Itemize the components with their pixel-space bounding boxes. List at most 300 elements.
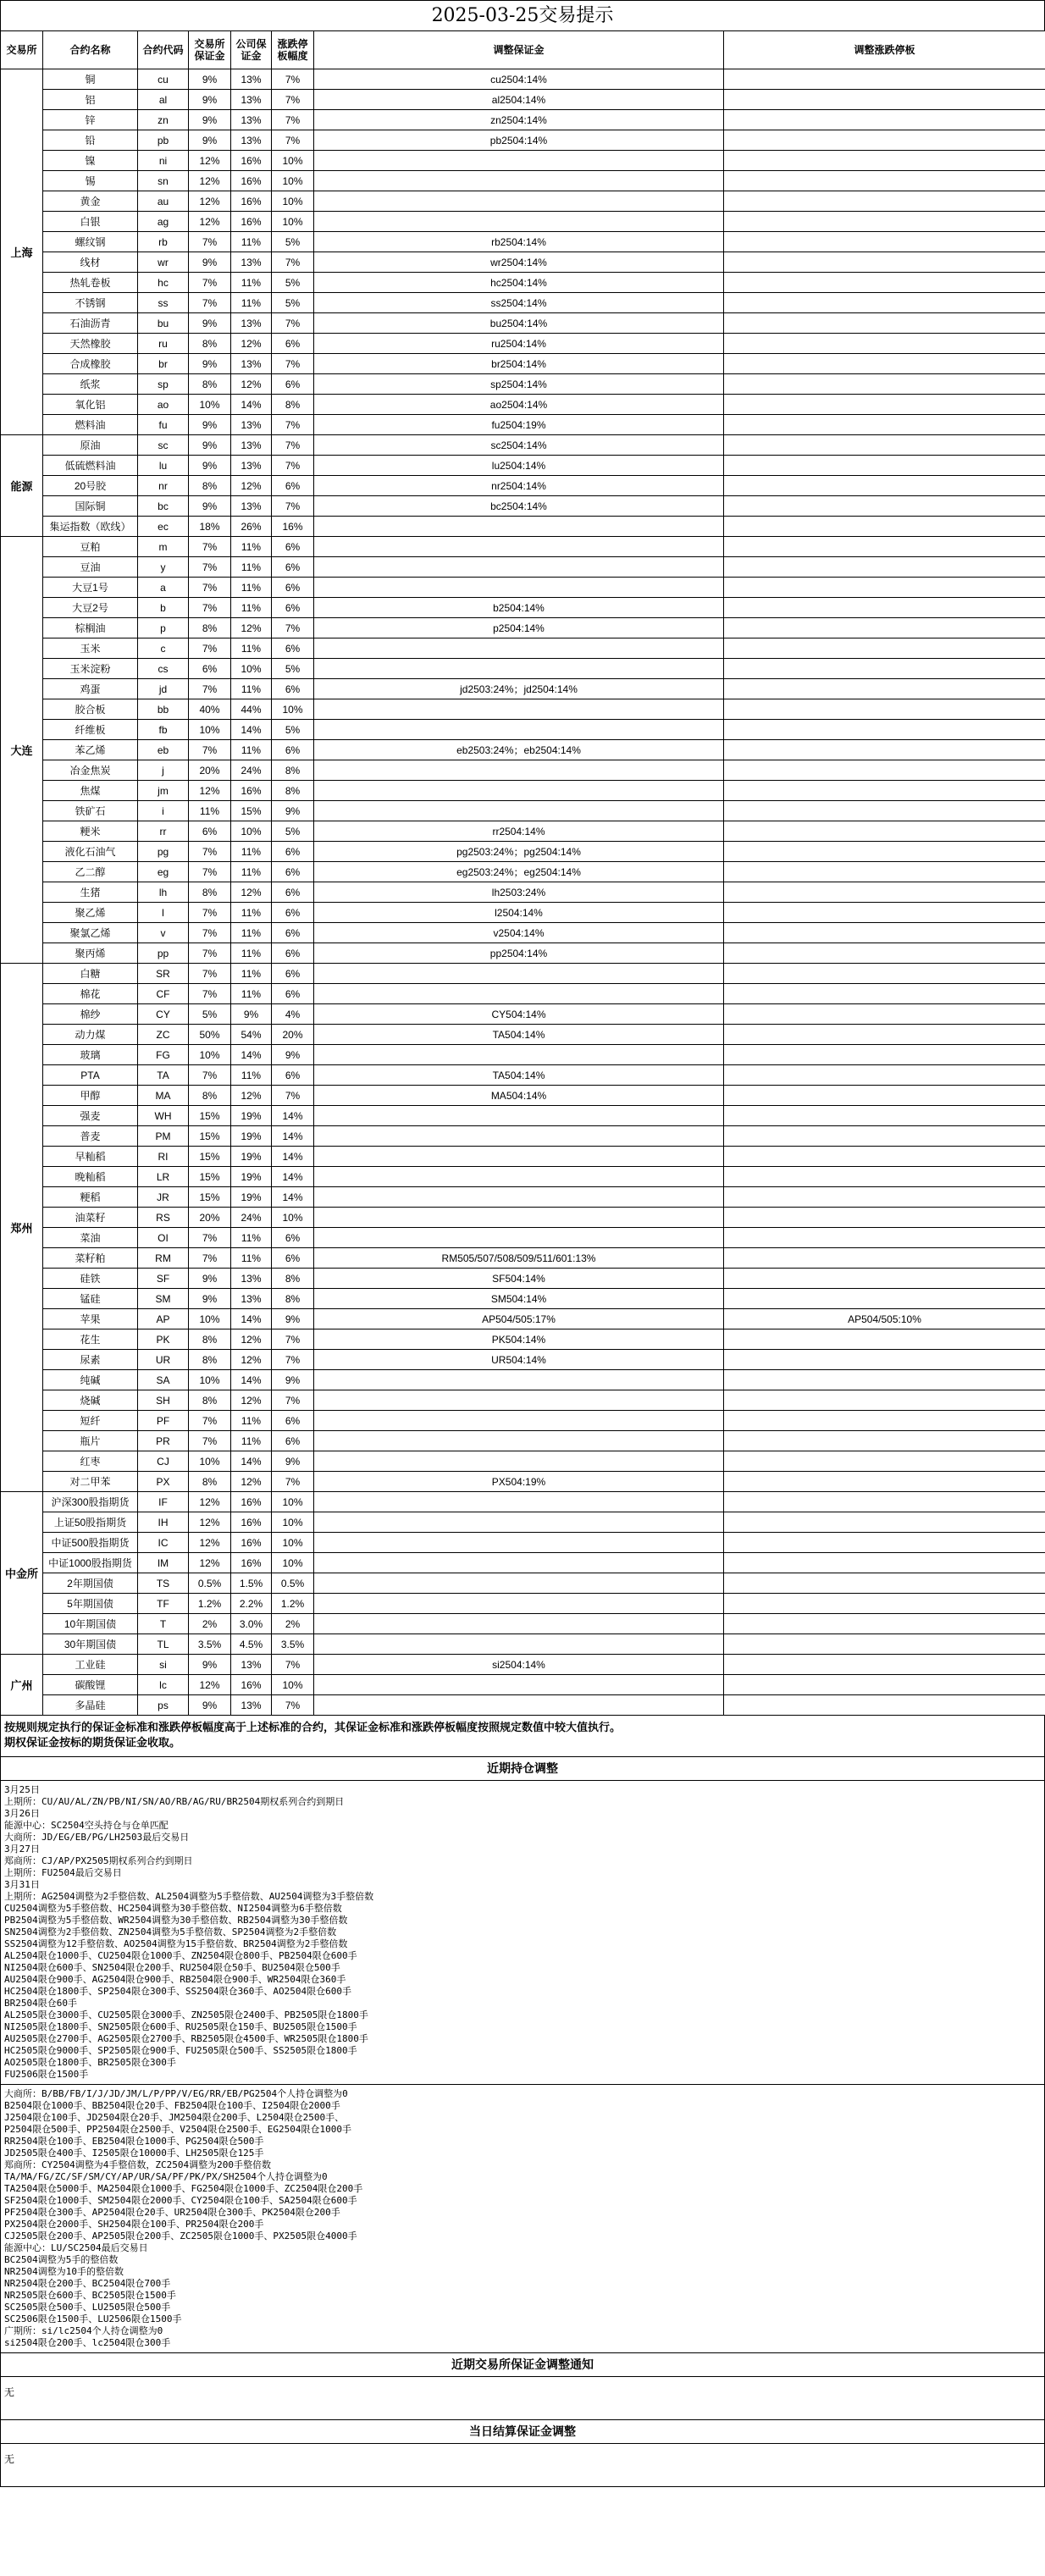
- position-line: NR2505限仓600手、BC2505限仓1500手: [4, 2290, 176, 2301]
- table-row: [1, 435, 1045, 456]
- contract-code-cell: rb: [138, 232, 189, 252]
- contract-name-cell: 锌: [43, 110, 138, 130]
- company-margin-cell: 54%: [231, 1025, 272, 1045]
- exchange-margin-cell: 9%: [189, 456, 231, 476]
- contract-name-cell: 燃料油: [43, 415, 138, 435]
- price-limit-cell: 6%: [272, 334, 314, 354]
- adjusted-limit-cell: [724, 1431, 1045, 1451]
- price-limit-cell: 7%: [272, 1472, 314, 1492]
- exchange-margin-cell: 9%: [189, 435, 231, 456]
- exchange-margin-cell: 12%: [189, 1512, 231, 1533]
- position-line: TA/MA/FG/ZC/SF/SM/CY/AP/UR/SA/PF/PK/PX/SH2504个人持仓调整为0: [4, 2171, 328, 2182]
- exchange-margin-cell: 5%: [189, 1004, 231, 1025]
- exchange-cell: 郑州: [1, 964, 43, 1492]
- company-margin-cell: 13%: [231, 1269, 272, 1289]
- table-row: [1, 578, 1045, 598]
- contract-name-cell: 花生: [43, 1329, 138, 1350]
- contract-code-cell: SA: [138, 1370, 189, 1390]
- contract-name-cell: 棉花: [43, 984, 138, 1004]
- adjusted-margin-cell: CY504:14%: [314, 1004, 724, 1025]
- contract-code-cell: TA: [138, 1065, 189, 1086]
- contract-name-cell: 胶合板: [43, 699, 138, 720]
- price-limit-cell: 5%: [272, 821, 314, 842]
- price-limit-cell: 5%: [272, 293, 314, 313]
- exchange-margin-cell: 8%: [189, 476, 231, 496]
- company-margin-cell: 11%: [231, 842, 272, 862]
- adjusted-limit-cell: [724, 476, 1045, 496]
- position-line: NR2504限仓200手、BC2504限仓700手: [4, 2278, 171, 2289]
- contract-name-cell: 大豆1号: [43, 578, 138, 598]
- adjusted-margin-cell: [314, 1512, 724, 1533]
- exchange-margin-cell: 15%: [189, 1187, 231, 1208]
- price-limit-cell: 7%: [272, 1655, 314, 1675]
- contract-name-cell: 红枣: [43, 1451, 138, 1472]
- price-limit-cell: 6%: [272, 923, 314, 943]
- exchange-margin-cell: 8%: [189, 1390, 231, 1411]
- adjusted-limit-cell: AP504/505:10%: [724, 1309, 1045, 1329]
- exchange-margin-cell: 9%: [189, 110, 231, 130]
- table-row: [1, 598, 1045, 618]
- adjusted-margin-cell: eb2503:24%；eb2504:14%: [314, 740, 724, 760]
- position-line: PF2504限仓300手、AP2504限仓20手、UR2504限仓300手、PK2504限仓200手: [4, 2207, 340, 2218]
- table-body: [1, 69, 1045, 1716]
- adjusted-limit-cell: [724, 1045, 1045, 1065]
- price-limit-cell: 8%: [272, 760, 314, 781]
- contract-name-cell: 烧碱: [43, 1390, 138, 1411]
- contract-code-cell: br: [138, 354, 189, 374]
- contract-code-cell: TF: [138, 1594, 189, 1614]
- contract-name-cell: 石油沥青: [43, 313, 138, 334]
- contract-code-cell: eg: [138, 862, 189, 882]
- position-block-1: [4, 1784, 1041, 2081]
- adjusted-limit-cell: [724, 740, 1045, 760]
- adjusted-limit-cell: [724, 374, 1045, 395]
- table-row: [1, 151, 1045, 171]
- position-line: PX2504限仓2000手、SH2504限仓100手、PR2504限仓200手: [4, 2219, 264, 2230]
- price-limit-cell: 20%: [272, 1025, 314, 1045]
- adjusted-margin-cell: MA504:14%: [314, 1086, 724, 1106]
- exchange-margin-cell: 7%: [189, 537, 231, 557]
- company-margin-cell: 11%: [231, 638, 272, 659]
- price-limit-cell: 6%: [272, 537, 314, 557]
- price-limit-cell: 9%: [272, 1451, 314, 1472]
- adjusted-margin-cell: [314, 1431, 724, 1451]
- contract-name-cell: 菜油: [43, 1228, 138, 1248]
- table-row: [1, 110, 1045, 130]
- adjusted-margin-cell: nr2504:14%: [314, 476, 724, 496]
- price-limit-cell: 7%: [272, 252, 314, 273]
- company-margin-cell: 13%: [231, 1289, 272, 1309]
- adjusted-margin-cell: [314, 781, 724, 801]
- exchange-margin-cell: 40%: [189, 699, 231, 720]
- exchange-margin-cell: 9%: [189, 90, 231, 110]
- exchange-margin-cell: 10%: [189, 720, 231, 740]
- adjusted-limit-cell: [724, 882, 1045, 903]
- price-limit-cell: 6%: [272, 638, 314, 659]
- position-line: SC2505限仓500手、LU2505限仓500手: [4, 2302, 171, 2313]
- adjusted-limit-cell: [724, 1553, 1045, 1573]
- adjusted-margin-cell: l2504:14%: [314, 903, 724, 923]
- adjusted-margin-cell: [314, 1634, 724, 1655]
- price-limit-cell: 10%: [272, 151, 314, 171]
- price-limit-cell: 8%: [272, 781, 314, 801]
- contract-name-cell: 锡: [43, 171, 138, 191]
- exchange-margin-cell: 12%: [189, 1533, 231, 1553]
- company-margin-cell: 11%: [231, 1228, 272, 1248]
- adjusted-margin-cell: [314, 1675, 724, 1695]
- adjusted-limit-cell: [724, 151, 1045, 171]
- contract-code-cell: bu: [138, 313, 189, 334]
- header-contract-code: 合约代码: [138, 31, 189, 69]
- company-margin-cell: 16%: [231, 1492, 272, 1512]
- table-row: [1, 862, 1045, 882]
- table-row: [1, 557, 1045, 578]
- exchange-margin-cell: 12%: [189, 1675, 231, 1695]
- price-limit-cell: 7%: [272, 313, 314, 334]
- exchange-margin-cell: 9%: [189, 415, 231, 435]
- company-margin-cell: 19%: [231, 1126, 272, 1147]
- table-row: [1, 923, 1045, 943]
- adjusted-margin-cell: fu2504:19%: [314, 415, 724, 435]
- contract-name-cell: 白糖: [43, 964, 138, 984]
- exchange-margin-cell: 7%: [189, 1431, 231, 1451]
- recent-position-body-2: [0, 2085, 1045, 2353]
- price-limit-cell: 8%: [272, 395, 314, 415]
- company-margin-cell: 12%: [231, 1329, 272, 1350]
- exchange-margin-cell: 7%: [189, 923, 231, 943]
- table-row: [1, 1086, 1045, 1106]
- adjusted-limit-cell: [724, 598, 1045, 618]
- company-margin-cell: 11%: [231, 578, 272, 598]
- table-row: [1, 1431, 1045, 1451]
- exchange-margin-cell: 3.5%: [189, 1634, 231, 1655]
- price-limit-cell: 6%: [272, 903, 314, 923]
- table-row: [1, 1350, 1045, 1370]
- contract-code-cell: SM: [138, 1289, 189, 1309]
- adjusted-limit-cell: [724, 1147, 1045, 1167]
- price-limit-cell: 8%: [272, 1269, 314, 1289]
- table-row: [1, 1228, 1045, 1248]
- adjusted-limit-cell: [724, 781, 1045, 801]
- exchange-margin-cell: 12%: [189, 171, 231, 191]
- exchange-margin-cell: 8%: [189, 334, 231, 354]
- adjusted-margin-cell: ss2504:14%: [314, 293, 724, 313]
- contract-name-cell: 液化石油气: [43, 842, 138, 862]
- company-margin-cell: 11%: [231, 557, 272, 578]
- company-margin-cell: 13%: [231, 252, 272, 273]
- exchange-margin-cell: 20%: [189, 760, 231, 781]
- company-margin-cell: 13%: [231, 130, 272, 151]
- contract-name-cell: 玉米淀粉: [43, 659, 138, 679]
- price-limit-cell: 3.5%: [272, 1634, 314, 1655]
- exchange-margin-cell: 6%: [189, 659, 231, 679]
- price-limit-cell: 7%: [272, 1390, 314, 1411]
- table-row: [1, 679, 1045, 699]
- adjusted-margin-cell: [314, 1370, 724, 1390]
- adjusted-margin-cell: [314, 171, 724, 191]
- contract-code-cell: v: [138, 923, 189, 943]
- adjusted-limit-cell: [724, 760, 1045, 781]
- price-limit-cell: 14%: [272, 1147, 314, 1167]
- contract-name-cell: 聚丙烯: [43, 943, 138, 964]
- company-margin-cell: 13%: [231, 110, 272, 130]
- contract-code-cell: al: [138, 90, 189, 110]
- adjusted-margin-cell: [314, 191, 724, 212]
- contract-code-cell: IM: [138, 1553, 189, 1573]
- company-margin-cell: 13%: [231, 313, 272, 334]
- position-line: 上期所：FU2504最后交易日: [4, 1867, 122, 1878]
- contract-code-cell: fb: [138, 720, 189, 740]
- price-limit-cell: 10%: [272, 1675, 314, 1695]
- table-row: [1, 1309, 1045, 1329]
- adjusted-limit-cell: [724, 1492, 1045, 1512]
- adjusted-margin-cell: RM505/507/508/509/511/601:13%: [314, 1248, 724, 1269]
- company-margin-cell: 13%: [231, 1655, 272, 1675]
- company-margin-cell: 19%: [231, 1147, 272, 1167]
- exchange-margin-cell: 12%: [189, 781, 231, 801]
- table-row: [1, 1675, 1045, 1695]
- table-row: [1, 1695, 1045, 1716]
- company-margin-cell: 13%: [231, 456, 272, 476]
- contract-code-cell: ZC: [138, 1025, 189, 1045]
- price-limit-cell: 9%: [272, 1370, 314, 1390]
- adjusted-limit-cell: [724, 943, 1045, 964]
- contract-name-cell: 纤维板: [43, 720, 138, 740]
- position-line: 郑商所：CJ/AP/PX2505期权系列合约到期日: [4, 1855, 193, 1866]
- adjusted-margin-cell: bc2504:14%: [314, 496, 724, 517]
- table-row: [1, 1269, 1045, 1289]
- adjusted-margin-cell: [314, 1228, 724, 1248]
- contract-name-cell: 10年期国债: [43, 1614, 138, 1634]
- position-line: 郑商所：CY2504调整为4手整倍数，ZC2504调整为200手整倍数: [4, 2159, 271, 2170]
- company-margin-cell: 44%: [231, 699, 272, 720]
- adjusted-limit-cell: [724, 578, 1045, 598]
- contract-code-cell: sn: [138, 171, 189, 191]
- price-limit-cell: 7%: [272, 1086, 314, 1106]
- adjusted-margin-cell: ru2504:14%: [314, 334, 724, 354]
- contract-name-cell: 纸浆: [43, 374, 138, 395]
- exchange-margin-cell: 12%: [189, 212, 231, 232]
- adjusted-limit-cell: [724, 415, 1045, 435]
- position-line: si2504限仓200手、lc2504限仓300手: [4, 2337, 171, 2348]
- adjusted-limit-cell: [724, 1512, 1045, 1533]
- table-row: [1, 90, 1045, 110]
- position-line: 广期所：si/lc2504个人持仓调整为0: [4, 2325, 163, 2336]
- exchange-margin-cell: 10%: [189, 1309, 231, 1329]
- contract-code-cell: OI: [138, 1228, 189, 1248]
- price-limit-cell: 10%: [272, 1208, 314, 1228]
- contract-code-cell: zn: [138, 110, 189, 130]
- company-margin-cell: 11%: [231, 598, 272, 618]
- contract-code-cell: CY: [138, 1004, 189, 1025]
- table-row: [1, 1411, 1045, 1431]
- company-margin-cell: 16%: [231, 191, 272, 212]
- contract-code-cell: SF: [138, 1269, 189, 1289]
- company-margin-cell: 16%: [231, 1512, 272, 1533]
- company-margin-cell: 16%: [231, 781, 272, 801]
- position-line: AL2505限仓3000手、CU2505限仓3000手、ZN2505限仓2400手、PB2505限仓1800手: [4, 2009, 368, 2020]
- contract-code-cell: TL: [138, 1634, 189, 1655]
- contract-name-cell: PTA: [43, 1065, 138, 1086]
- exchange-cell: 上海: [1, 69, 43, 435]
- table-row: [1, 1106, 1045, 1126]
- adjusted-limit-cell: [724, 638, 1045, 659]
- table-row: [1, 252, 1045, 273]
- table-row: [1, 415, 1045, 435]
- exchange-margin-cell: 7%: [189, 1065, 231, 1086]
- company-margin-cell: 13%: [231, 69, 272, 90]
- contract-code-cell: lc: [138, 1675, 189, 1695]
- adjusted-margin-cell: bu2504:14%: [314, 313, 724, 334]
- adjusted-margin-cell: [314, 1492, 724, 1512]
- adjusted-limit-cell: [724, 130, 1045, 151]
- contract-code-cell: WH: [138, 1106, 189, 1126]
- contract-code-cell: MA: [138, 1086, 189, 1106]
- price-limit-cell: 6%: [272, 476, 314, 496]
- contract-code-cell: CJ: [138, 1451, 189, 1472]
- price-limit-cell: 7%: [272, 435, 314, 456]
- contract-name-cell: 铅: [43, 130, 138, 151]
- price-limit-cell: 6%: [272, 679, 314, 699]
- position-line: B2504限仓1000手、BB2504限仓20手、FB2504限仓100手、I2504限仓2000手: [4, 2100, 340, 2111]
- adjusted-margin-cell: [314, 760, 724, 781]
- adjusted-margin-cell: al2504:14%: [314, 90, 724, 110]
- position-line: 能源中心：LU/SC2504最后交易日: [4, 2242, 148, 2253]
- exchange-margin-cell: 7%: [189, 1228, 231, 1248]
- exchange-margin-cell: 8%: [189, 1472, 231, 1492]
- contract-name-cell: 生猪: [43, 882, 138, 903]
- adjusted-limit-cell: [724, 1594, 1045, 1614]
- exchange-margin-cell: 2%: [189, 1614, 231, 1634]
- contract-code-cell: eb: [138, 740, 189, 760]
- recent-position-title: 近期持仓调整: [0, 1757, 1045, 1781]
- company-margin-cell: 3.0%: [231, 1614, 272, 1634]
- adjusted-limit-cell: [724, 1126, 1045, 1147]
- table-row: [1, 1167, 1045, 1187]
- exchange-margin-cell: 8%: [189, 882, 231, 903]
- contract-name-cell: 强麦: [43, 1106, 138, 1126]
- adjusted-limit-cell: [724, 618, 1045, 638]
- contract-name-cell: 尿素: [43, 1350, 138, 1370]
- adjusted-limit-cell: [724, 69, 1045, 90]
- adjusted-margin-cell: AP504/505:17%: [314, 1309, 724, 1329]
- price-limit-cell: 1.2%: [272, 1594, 314, 1614]
- company-margin-cell: 12%: [231, 1086, 272, 1106]
- contract-name-cell: 硅铁: [43, 1269, 138, 1289]
- position-line: AU2505限仓2700手、AG2505限仓2700手、RB2505限仓4500手、WR2505限仓1800手: [4, 2033, 368, 2044]
- company-margin-cell: 10%: [231, 659, 272, 679]
- company-margin-cell: 15%: [231, 801, 272, 821]
- price-limit-cell: 10%: [272, 191, 314, 212]
- position-line: SC2506限仓1500手、LU2506限仓1500手: [4, 2313, 182, 2324]
- exchange-margin-cell: 7%: [189, 638, 231, 659]
- price-limit-cell: 10%: [272, 1553, 314, 1573]
- adjusted-margin-cell: [314, 1533, 724, 1553]
- price-limit-cell: 10%: [272, 699, 314, 720]
- exchange-cell: 广州: [1, 1655, 43, 1716]
- company-margin-cell: 14%: [231, 1370, 272, 1390]
- exchange-margin-cell: 7%: [189, 557, 231, 578]
- company-margin-cell: 19%: [231, 1167, 272, 1187]
- adjusted-margin-cell: [314, 557, 724, 578]
- adjusted-margin-cell: [314, 720, 724, 740]
- price-limit-cell: 6%: [272, 882, 314, 903]
- company-margin-cell: 13%: [231, 496, 272, 517]
- adjusted-margin-cell: rb2504:14%: [314, 232, 724, 252]
- adjusted-margin-cell: [314, 1045, 724, 1065]
- company-margin-cell: 16%: [231, 1533, 272, 1553]
- adjusted-margin-cell: [314, 1126, 724, 1147]
- table-row: [1, 1004, 1045, 1025]
- adjusted-limit-cell: [724, 1329, 1045, 1350]
- contract-code-cell: RI: [138, 1147, 189, 1167]
- exchange-margin-cell: 7%: [189, 679, 231, 699]
- notice-line: 期权保证金按标的期货保证金收取。: [4, 1737, 181, 1750]
- contract-code-cell: m: [138, 537, 189, 557]
- exchange-margin-cell: 1.2%: [189, 1594, 231, 1614]
- contract-name-cell: 玉米: [43, 638, 138, 659]
- adjusted-limit-cell: [724, 923, 1045, 943]
- contract-code-cell: PX: [138, 1472, 189, 1492]
- contract-code-cell: IH: [138, 1512, 189, 1533]
- exchange-margin-cell: 7%: [189, 293, 231, 313]
- table-row: [1, 1208, 1045, 1228]
- contract-code-cell: LR: [138, 1167, 189, 1187]
- adjusted-margin-cell: [314, 578, 724, 598]
- adjusted-limit-cell: [724, 1004, 1045, 1025]
- price-limit-cell: 10%: [272, 171, 314, 191]
- exchange-margin-cell: 9%: [189, 1269, 231, 1289]
- adjusted-margin-cell: [314, 1614, 724, 1634]
- contract-name-cell: 黄金: [43, 191, 138, 212]
- adjusted-margin-cell: [314, 1106, 724, 1126]
- contract-name-cell: 国际铜: [43, 496, 138, 517]
- contract-code-cell: jd: [138, 679, 189, 699]
- adjusted-limit-cell: [724, 659, 1045, 679]
- exchange-margin-cell: 8%: [189, 1350, 231, 1370]
- exchange-margin-cell: 12%: [189, 151, 231, 171]
- adjusted-limit-cell: [724, 1390, 1045, 1411]
- contract-name-cell: 5年期国债: [43, 1594, 138, 1614]
- exchange-margin-cell: 7%: [189, 578, 231, 598]
- adjusted-limit-cell: [724, 699, 1045, 720]
- contract-code-cell: SR: [138, 964, 189, 984]
- table-row: [1, 273, 1045, 293]
- exchange-margin-cell: 9%: [189, 1695, 231, 1716]
- table-row: [1, 1634, 1045, 1655]
- contract-name-cell: 鸡蛋: [43, 679, 138, 699]
- settlement-margin-title: 当日结算保证金调整: [0, 2420, 1045, 2444]
- contract-code-cell: pp: [138, 943, 189, 964]
- company-margin-cell: 24%: [231, 1208, 272, 1228]
- company-margin-cell: 16%: [231, 1553, 272, 1573]
- position-line: RR2504限仓100手、EB2504限仓1000手、PG2504限仓500手: [4, 2136, 264, 2147]
- price-limit-cell: 14%: [272, 1126, 314, 1147]
- company-margin-cell: 14%: [231, 1045, 272, 1065]
- adjusted-margin-cell: lu2504:14%: [314, 456, 724, 476]
- company-margin-cell: 11%: [231, 943, 272, 964]
- exchange-margin-cell: 7%: [189, 740, 231, 760]
- contract-name-cell: 不锈钢: [43, 293, 138, 313]
- contract-name-cell: 晚籼稻: [43, 1167, 138, 1187]
- adjusted-limit-cell: [724, 395, 1045, 415]
- contract-name-cell: 棕榈油: [43, 618, 138, 638]
- position-line: SS2504调整为12手整倍数、AO2504调整为15手整倍数、BR2504调整为2手整倍数: [4, 1938, 348, 1949]
- adjusted-limit-cell: [724, 517, 1045, 537]
- contract-name-cell: 豆油: [43, 557, 138, 578]
- position-line: JD2505限仓400手、I2505限仓10000手、LH2505限仓125手: [4, 2148, 264, 2159]
- price-limit-cell: 7%: [272, 1329, 314, 1350]
